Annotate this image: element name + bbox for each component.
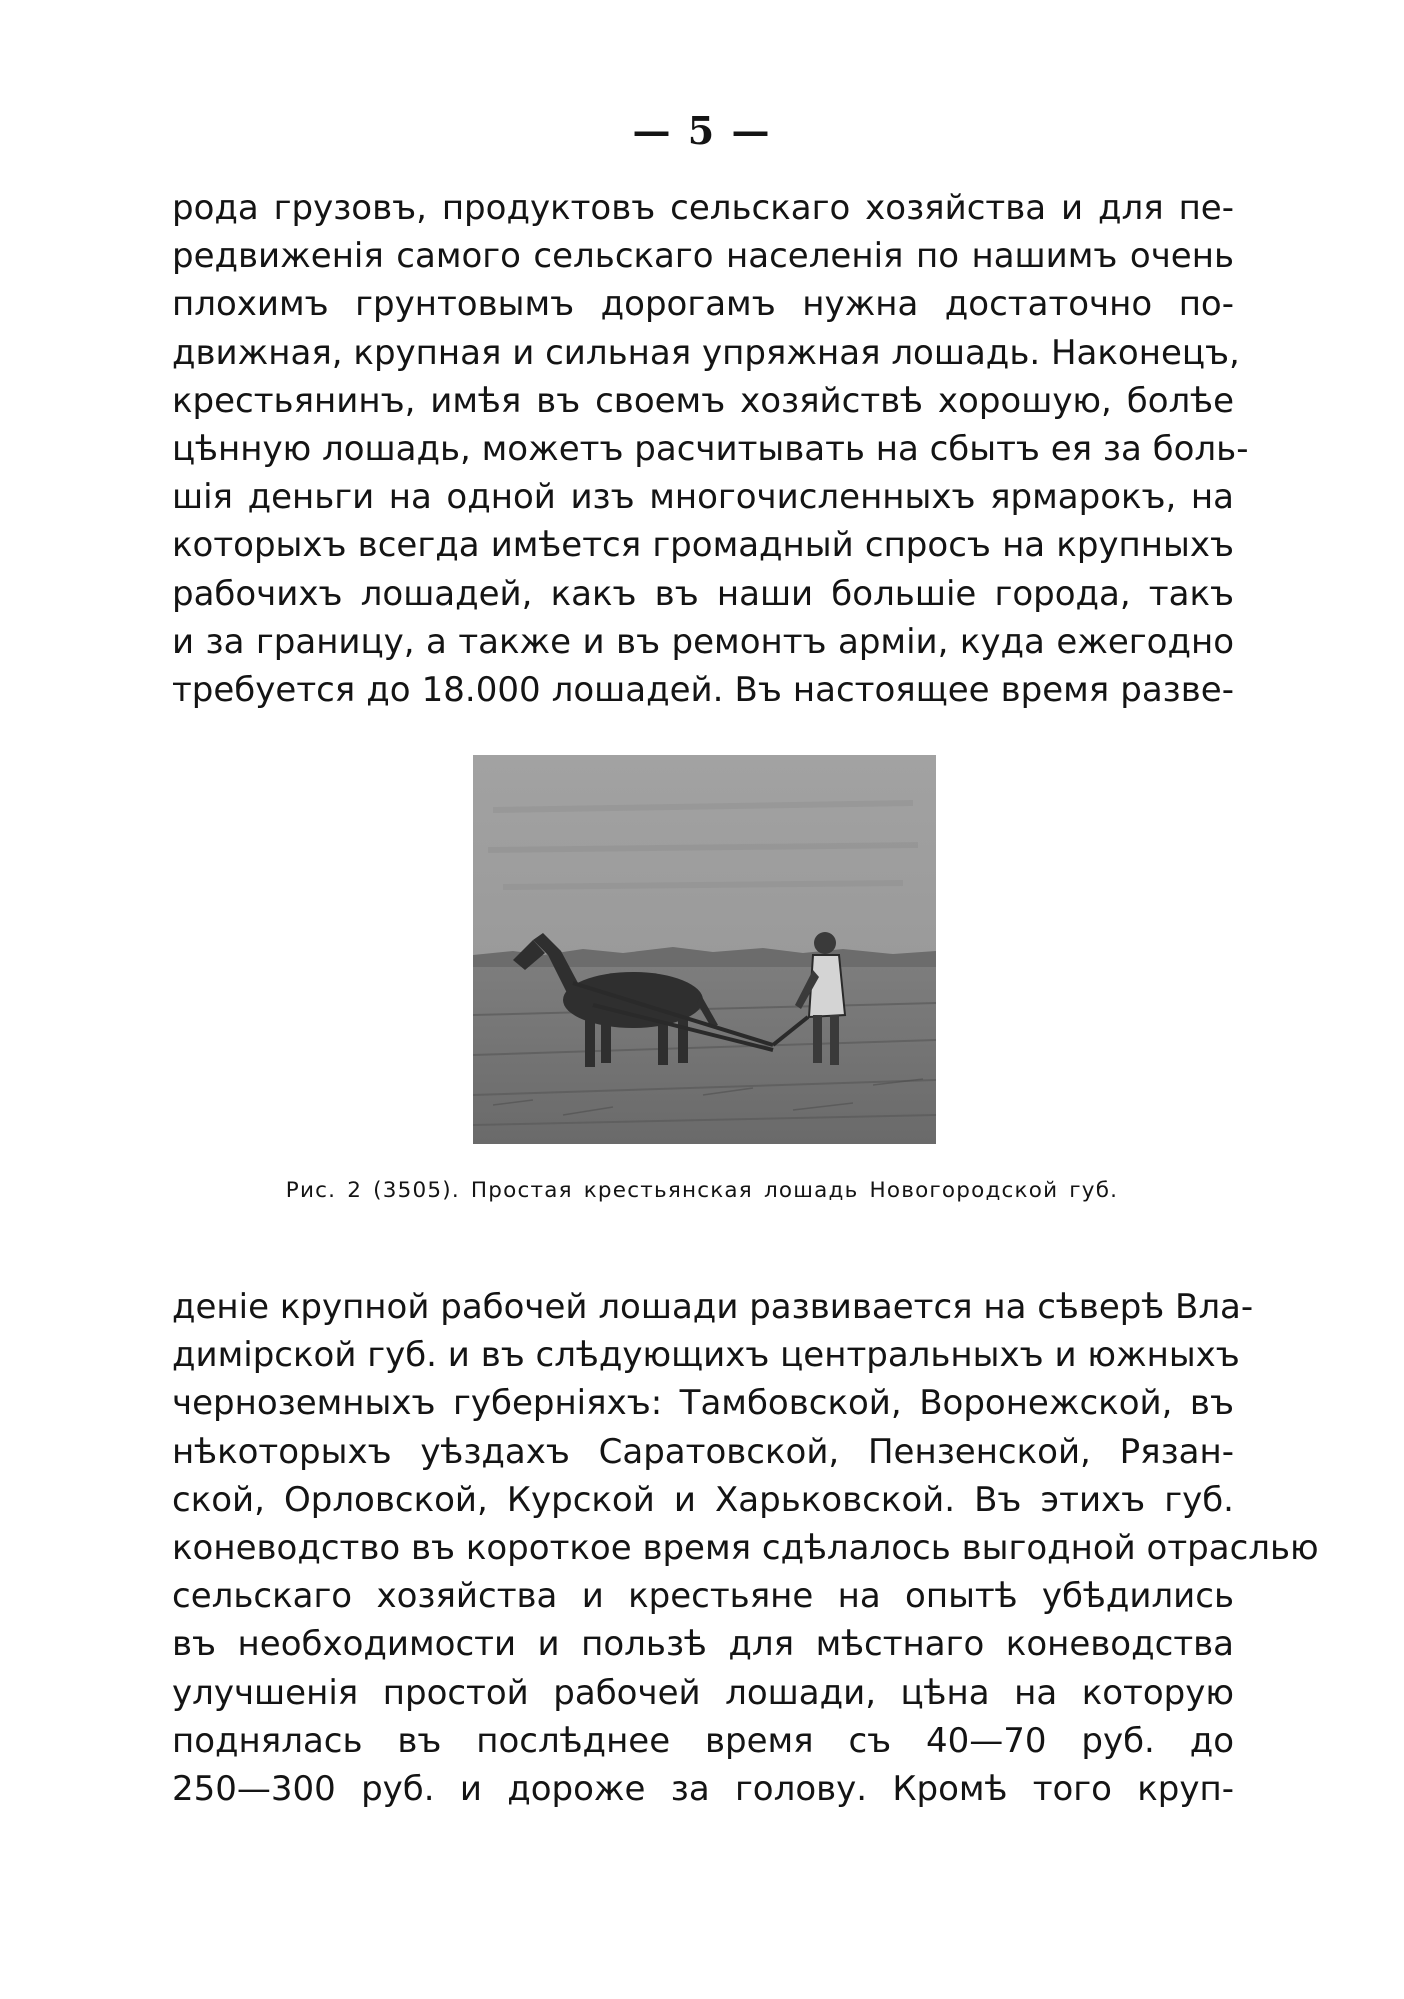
text-line: шія деньги на одной изъ многочисленныхъ ярмарокъ, на [172,477,1234,518]
horse-plough-drawing [473,755,936,1144]
text-line: которыхъ всегда имѣется громадный спросъ на крупныхъ [172,525,1234,566]
figure-horse-plough-illustration [473,755,936,1144]
text-line: димірской губ. и въ слѣдующихъ центральныхъ и южныхъ [172,1335,1240,1376]
text-line: нѣкоторыхъ уѣздахъ Саратовской, Пензенской, Рязан- [172,1431,1234,1472]
text-line: плохимъ грунтовымъ дорогамъ нужна достаточно по- [172,284,1234,325]
text-line: рода грузовъ, продуктовъ сельскаго хозяйства и для пе- [172,188,1234,228]
paragraph-bottom [172,1283,1319,1813]
figure-caption: Рис. 2 (3505). Простая крестьянская лошадь Новогородской губ. [285,1178,1119,1203]
text-line: черноземныхъ губерніяхъ: Тамбовской, Воронежской, въ [172,1383,1234,1424]
text-line: ской, Орловской, Курской и Харьковской. Въ этихъ губ. [172,1479,1234,1520]
text-line: въ необходимости и пользѣ для мѣстнаго коневодства [172,1624,1234,1665]
text-line: цѣнную лошадь, можетъ расчитывать на сбытъ ея за боль- [172,428,1249,469]
text-line: и за границу, а также и въ ремонтъ арміи, куда ежегодно [172,621,1234,662]
text-line: коневодство въ короткое время сдѣлалось выгодной отраслью [172,1527,1319,1568]
text-line: сельскаго хозяйства и крестьяне на опытѣ убѣдились [172,1576,1234,1617]
text-line: крестьянинъ, имѣя въ своемъ хозяйствѣ хорошую, болѣе [172,380,1234,421]
text-line: 250—300 руб. и дороже за голову. Кромѣ того круп- [172,1768,1234,1809]
text-line: улучшенія простой рабочей лошади, цѣна на которую [172,1672,1234,1713]
page-number: — 5 — [632,108,772,153]
text-line: требуется до 18.000 лошадей. Въ настоящее время разве- [172,669,1234,710]
text-line: движная, крупная и сильная упряжная лошадь. Наконецъ, [172,332,1240,373]
text-line: поднялась въ послѣднее время съ 40—70 руб. до [172,1720,1234,1761]
text-line: деніе крупной рабочей лошади развивается на сѣверѣ Вла- [172,1287,1254,1327]
text-line: редвиженія самого сельскаго населенія по нашимъ очень [172,236,1234,277]
text-line: рабочихъ лошадей, какъ въ наши большіе города, такъ [172,573,1234,614]
paragraph-top [172,184,1249,714]
